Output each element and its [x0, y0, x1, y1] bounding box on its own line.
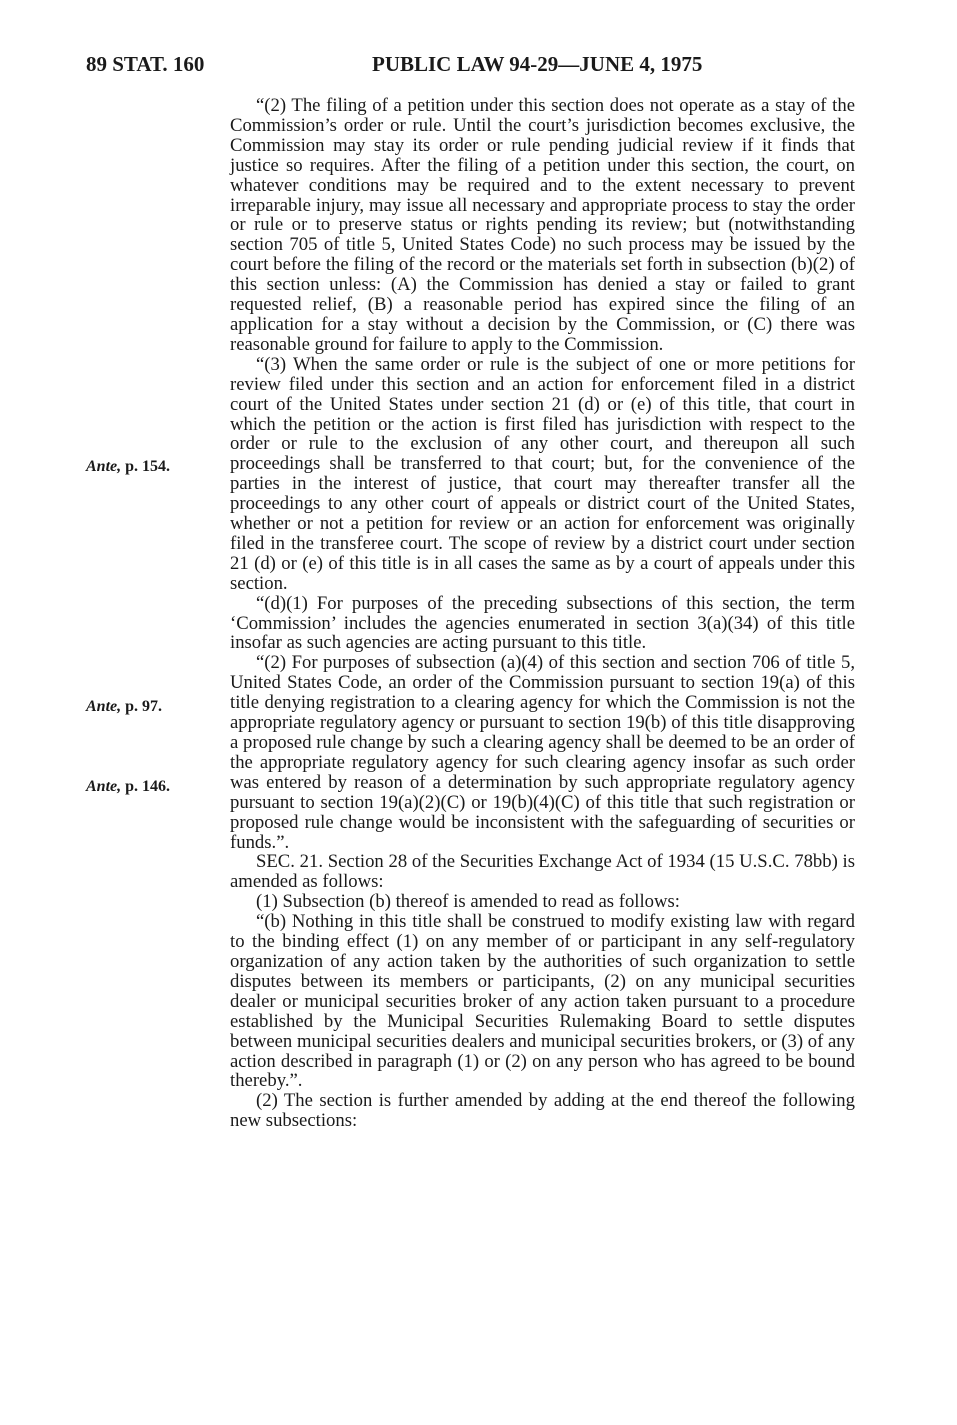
paragraph-subsection-b-amended: (1) Subsection (b) thereof is amended to read as follows:: [256, 891, 680, 913]
paragraph-new-subsections: (2) The section is further amended by adding at the end thereof the following new subsections:: [230, 1090, 855, 1132]
paragraph-d2-clearing-agency: “(2) For purposes of subsection (a)(4) of this section and section 706 of title 5, United States Code, an order of the Commission pursuant to section 19(a) of this title denying registration to a clearing agency for which the Commission is not the appropriate regulatory agency or pursuant to section 19(b) of this title disapproving a proposed rule change by such a clearing agency shall be deemed to be an order of the appropriate regulatory agency for such clearing agency insofar as such order was entered by reason of a determination by such appropriate regulatory agency pursuant to section 19(a)(2)(C) or 19(b)(4)(C) of this title that such registration or proposed rule change would be inconsistent with the safeguarding of securities or funds.”.: [230, 652, 855, 853]
margin-note-ante-154: Ante, p. 154.: [86, 458, 171, 475]
page-header: [86, 52, 866, 82]
paragraph-d1-commission-definition: “(d)(1) For purposes of the preceding subsections of this section, the term ‘Commission’ includes the agencies enumerated in section 3(a)(34) of this title insofar as such agencies are acting pursuant to this title.: [230, 592, 855, 654]
paragraph-same-order-multiple-petitions: “(3) When the same order or rule is the subject of one or more petitions for review filed under this section and an action for enforcement filed in a district court of the United States under section 21 (d) or (e) of this title, that court in which the petition or the action is first filed has jurisdiction with respect to the order or rule to the exclusion of any other court, and thereupon all such proceedings shall be transferred to that court; but, for the convenience of the parties in the interest of justice, that court may thereafter transfer all the proceedings to any other court of appeals or district court of the United States, whether or not a petition for review or an action for enforcement was originally filed in the transferee court. The scope of review by a district court under section 21 (d) or (e) of this title is in all cases the same as by a court of appeals under this section.: [230, 353, 855, 594]
margin-note-ante-146: Ante, p. 146.: [86, 778, 171, 795]
paragraph-b-binding-effect: “(b) Nothing in this title shall be construed to modify existing law with regard to the binding effect (1) on any member of or participant in any self-regulatory organization of any action taken by the authorities of such organization to settle disputes between its members or participants, (2) on any municipal securities dealer or municipal securities broker of any action taken pursuant to a procedure established by the Municipal Securities Rulemaking Board to settle disputes between municipal securities dealers and municipal securities brokers, or (3) of any action described in paragraph (1) or (2) on any person who has agreed to be bound thereby.”.: [230, 911, 855, 1092]
paragraph-stay-of-order: “(2) The filing of a petition under this section does not operate as a stay of the Commission’s order or rule. Until the court’s jurisdiction becomes exclusive, the Commission may stay its order or rule pending judicial review if it finds that justice so requires. After the filing of a petition under this section, the court, on whatever conditions may be required and to the extent necessary to prevent irreparable injury, may issue all necessary and appropriate process to stay the order or rule or to preserve status or rights pending its review; but (notwithstanding section 705 of title 5, United States Code) no such process may be issued by the court before the filing of the record or the materials set forth in subsection (b)(2) of this section unless: (A) the Commission has denied a stay or failed to grant requested relief, (B) a reasonable period has expired since the filing of an application for a stay without a decision by the Commission, or (C) there was reasonable ground for failure to apply to the Commission.: [230, 95, 855, 355]
statute-page-number: 89 STAT. 160: [86, 52, 205, 76]
public-law-title: PUBLIC LAW 94-29—JUNE 4, 1975: [372, 52, 703, 76]
statute-body: [230, 96, 855, 1131]
margin-note-ante-97: Ante, p. 97.: [86, 698, 163, 715]
paragraph-sec-21: SEC. 21. Section 28 of the Securities Exchange Act of 1934 (15 U.S.C. 78bb) is amended as follows:: [230, 851, 855, 893]
